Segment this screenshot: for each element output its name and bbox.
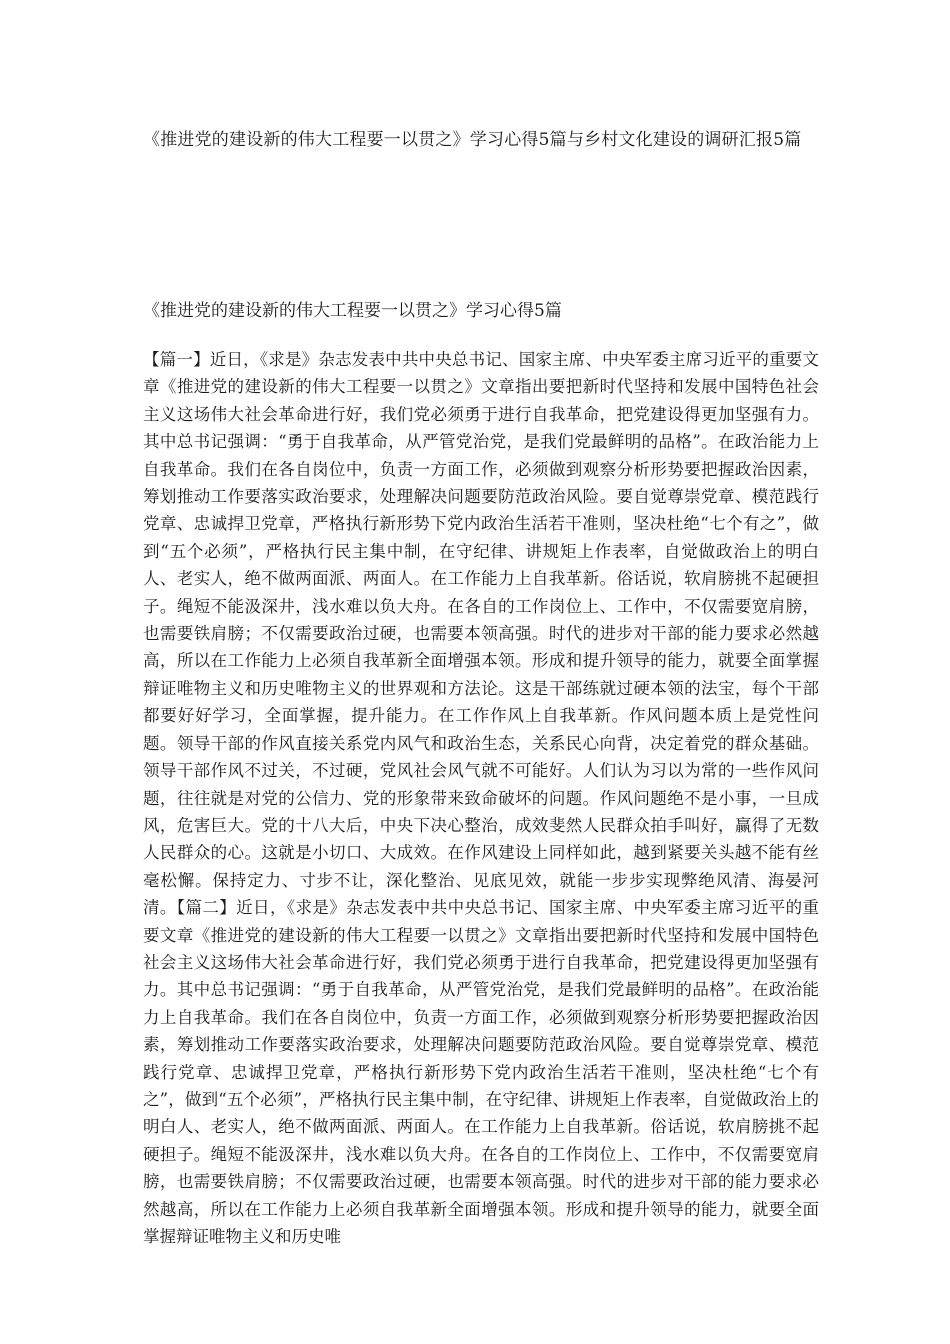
document-title: 《推进党的建设新的伟大工程要一以贯之》学习心得5篇与乡村文化建设的调研汇报5篇 (143, 130, 802, 150)
body-paragraph: 【篇一】近日，《求是》杂志发表中共中央总书记、国家主席、中央军委主席习近平的重要文章《推进党的建设新的伟大工程要一以贯之》文章指出要把新时代坚持和发展中国特色社会主义这场伟大社会革命进行好，我们党必须勇于进行自我革命，把党建设得更加坚强有力。其中总书记强调：“勇于自我革命，从严管党治党，是我们党最鲜明的品格”。在政治能力上自我革命。我们在各自岗位中，负责一方面工作，必须做到观察分析形势要把握政治因素，筹划推动工作要落实政治要求，处理解决问题要防范政治风险。要自觉尊崇党章、模范践行党章、忠诚捍卫党章，严格执行新形势下党内政治生活若干准则，坚决杜绝“七个有之”，做到“五个必须”，严格执行民主集中制，在守纪律、讲规矩上作表率，自觉做政治上的明白人、老实人，绝不做两面派、两面人。在工作能力上自我革新。俗话说，软肩膀挑不起硬担子。绳短不能汲深井，浅水难以负大舟。在各自的工作岗位上、工作中，不仅需要宽肩膀，也需要铁肩膀；不仅需要政治过硬，也需要本领高强。时代的进步对干部的能力要求必然越高，所以在工作能力上必须自我革新全面增强本领。形成和提升领导的能力，就要全面掌握辩证唯物主义和历史唯物主义的世界观和方法论。这是干部练就过硬本领的法宝，每个干部都要好好学习，全面掌握，提升能力。在工作作风上自我革新。作风问题本质上是党性问题。领导干部的作风直接关系党内风气和政治生态，关系民心向背，决定着党的群众基础。领导干部作风不过关，不过硬，党风社会风气就不可能好。人们认为习以为常的一些作风问题，往往就是对党的公信力、党的形象带来致命破坏的问题。作风问题绝不是小事，一旦成风，危害巨大。党的十八大后，中央下决心整治，成效斐然人民群众拍手叫好，赢得了无数人民群众的心。这就是小切口、大成效。在作风建设上同样如此，越到紧要关头越不能有丝毫松懈。保持定力、寸步不让，深化整治、见底见效，就能一步步实现弊绝风清、海晏河清。【篇二】近日，《求是》杂志发表中共中央总书记、国家主席、中央军委主席习近平的重要文章《推进党的建设新的伟大工程要一以贯之》文章指出要把新时代坚持和发展中国特色社会主义这场伟大社会革命进行好，我们党必须勇于进行自我革命，把党建设得更加坚强有力。其中总书记强调：“勇于自我革命，从严管党治党，是我们党最鲜明的品格”。在政治能力上自我革命。我们在各自岗位中，负责一方面工作，必须做到观察分析形势要把握政治因素，筹划推动工作要落实政治要求，处理解决问题要防范政治风险。要自觉尊崇党章、模范践行党章、忠诚捍卫党章，严格执行新形势下党内政治生活若干准则，坚决杜绝“七个有之”，做到“五个必须”，严格执行民主集中制，在守纪律、讲规矩上作表率，自觉做政治上的明白人、老实人，绝不做两面派、两面人。在工作能力上自我革新。俗话说，软肩膀挑不起硬担子。绳短不能汲深井，浅水难以负大舟。在各自的工作岗位上、工作中，不仅需要宽肩膀，也需要铁肩膀；不仅需要政治过硬，也需要本领高强。时代的进步对干部的能力要求必然越高，所以在工作能力上必须自我革新全面增强本领。形成和提升领导的能力，就要全面掌握辩证唯物主义和历史唯 (143, 350, 819, 1246)
section-heading: 《推进党的建设新的伟大工程要一以贯之》学习心得5篇 (143, 301, 562, 321)
